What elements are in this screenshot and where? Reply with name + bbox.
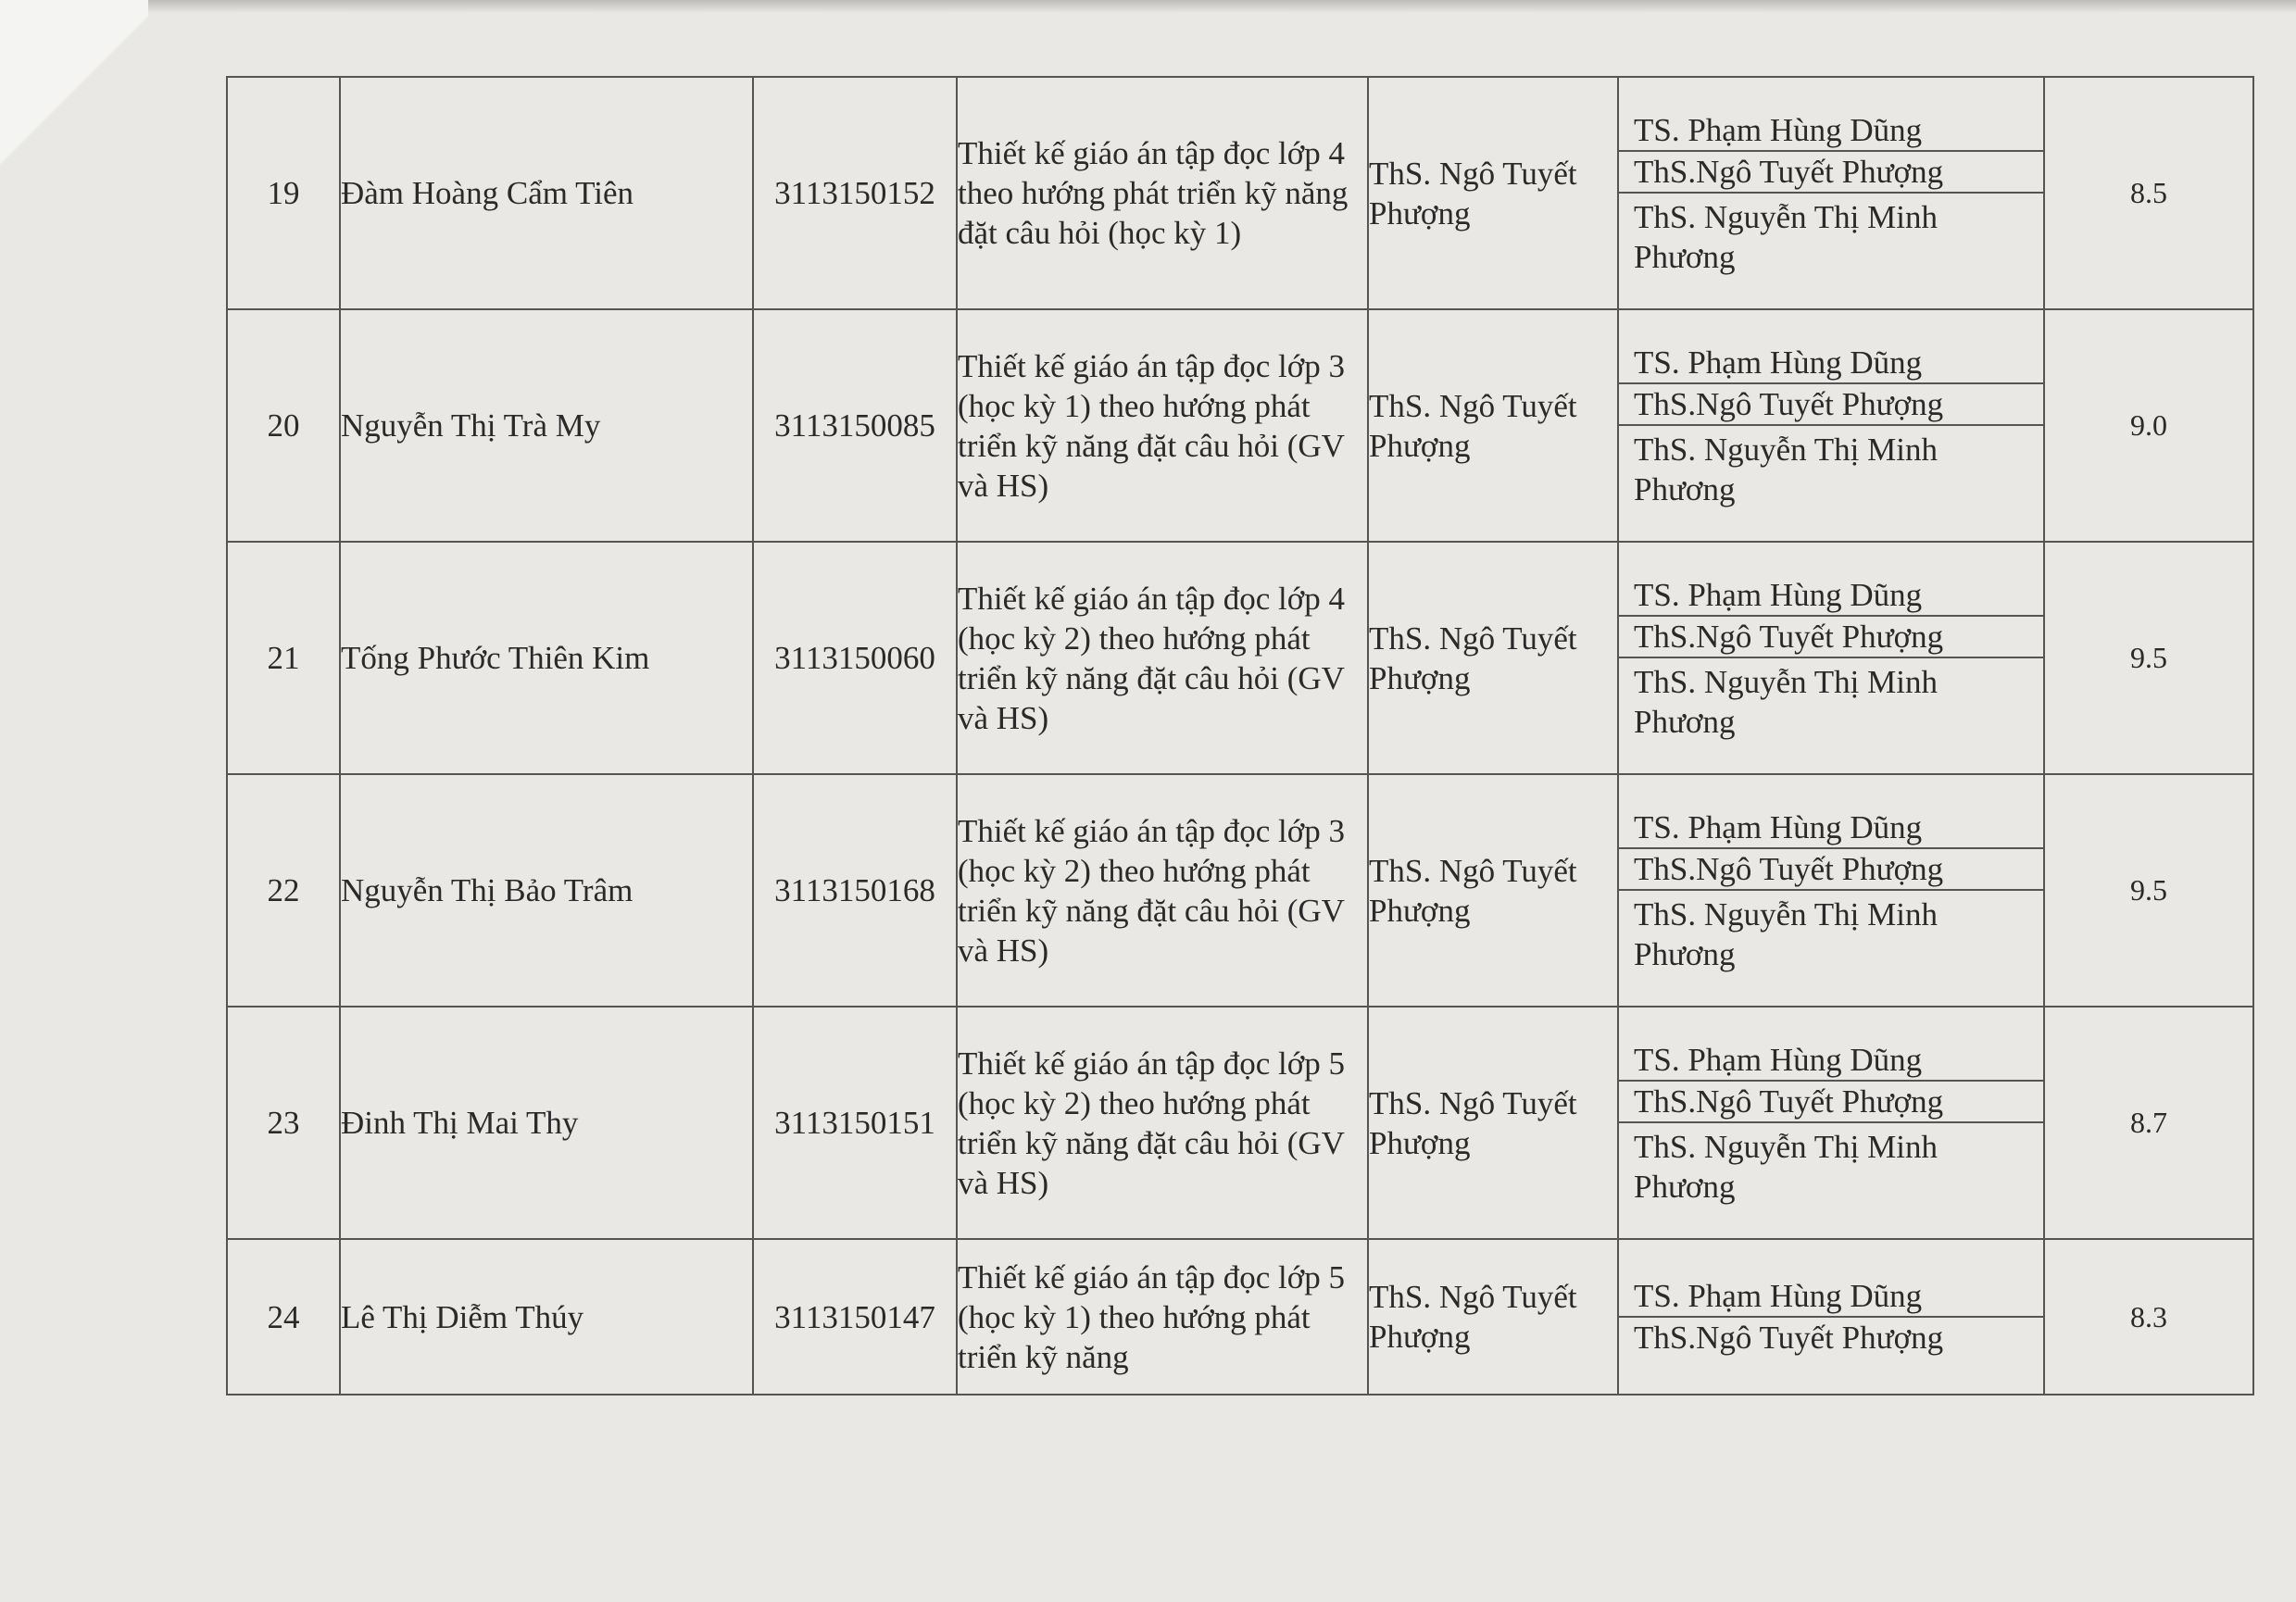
row-number: 21 — [227, 542, 340, 774]
score: 8.5 — [2044, 77, 2253, 309]
committee-member: TS. Phạm Hùng Dũng — [1619, 1040, 2043, 1082]
student-name: Lê Thị Diễm Thúy — [340, 1239, 753, 1395]
committee-member: TS. Phạm Hùng Dũng — [1619, 343, 2043, 384]
table-row — [227, 77, 2253, 309]
committee-panel — [1618, 77, 2044, 309]
student-name: Tống Phước Thiên Kim — [340, 542, 753, 774]
committee-member: ThS.Ngô Tuyết Phượng — [1619, 384, 2043, 426]
committee-member: ThS.Ngô Tuyết Phượng — [1619, 152, 2043, 194]
advisor: ThS. Ngô Tuyết Phượng — [1368, 1239, 1618, 1395]
advisor: ThS. Ngô Tuyết Phượng — [1368, 774, 1618, 1007]
advisor: ThS. Ngô Tuyết Phượng — [1368, 1007, 1618, 1239]
row-number: 22 — [227, 774, 340, 1007]
score: 8.7 — [2044, 1007, 2253, 1239]
student-id: 3113150147 — [753, 1239, 957, 1395]
committee-member: ThS.Ngô Tuyết Phượng — [1619, 1082, 2043, 1123]
advisor: ThS. Ngô Tuyết Phượng — [1368, 309, 1618, 542]
advisor: ThS. Ngô Tuyết Phượng — [1368, 77, 1618, 309]
table-row — [227, 309, 2253, 542]
table-row — [227, 542, 2253, 774]
committee-member: TS. Phạm Hùng Dũng — [1619, 575, 2043, 617]
score: 9.0 — [2044, 309, 2253, 542]
thesis-topic: Thiết kế giáo án tập đọc lớp 5 (học kỳ 1) theo hướng phát triển kỹ năng — [957, 1239, 1368, 1395]
committee-panel — [1618, 774, 2044, 1007]
committee-member: ThS. Nguyễn Thị Minh Phương — [1634, 895, 1938, 972]
committee-member: ThS. Nguyễn Thị Minh Phương — [1634, 663, 1938, 740]
student-id: 3113150060 — [753, 542, 957, 774]
student-name: Nguyễn Thị Bảo Trâm — [340, 774, 753, 1007]
table-row — [227, 774, 2253, 1007]
table-body — [227, 77, 2253, 1395]
row-number: 19 — [227, 77, 340, 309]
student-name: Nguyễn Thị Trà My — [340, 309, 753, 542]
student-id: 3113150151 — [753, 1007, 957, 1239]
thesis-topic: Thiết kế giáo án tập đọc lớp 3 (học kỳ 1) theo hướng phát triển kỹ năng đặt câu hỏi (GV và HS) — [957, 309, 1368, 542]
student-id: 3113150168 — [753, 774, 957, 1007]
committee-member: ThS. Nguyễn Thị Minh Phương — [1634, 431, 1938, 507]
student-name: Đinh Thị Mai Thy — [340, 1007, 753, 1239]
student-id: 3113150085 — [753, 309, 957, 542]
committee-member: ThS. Nguyễn Thị Minh Phương — [1634, 1128, 1938, 1205]
table-row — [227, 1239, 2253, 1395]
committee-member: TS. Phạm Hùng Dũng — [1619, 807, 2043, 849]
thesis-topic: Thiết kế giáo án tập đọc lớp 4 (học kỳ 2) theo hướng phát triển kỹ năng đặt câu hỏi (GV và HS) — [957, 542, 1368, 774]
committee-panel — [1618, 309, 2044, 542]
committee-member: ThS.Ngô Tuyết Phượng — [1619, 849, 2043, 891]
committee-panel — [1618, 1239, 2044, 1395]
committee-member: TS. Phạm Hùng Dũng — [1619, 110, 2043, 152]
advisor: ThS. Ngô Tuyết Phượng — [1368, 542, 1618, 774]
committee-panel — [1618, 1007, 2044, 1239]
row-number: 20 — [227, 309, 340, 542]
committee-member: ThS.Ngô Tuyết Phượng — [1619, 617, 2043, 658]
committee-panel — [1618, 542, 2044, 774]
committee-member: TS. Phạm Hùng Dũng — [1619, 1276, 2043, 1318]
student-name: Đàm Hoàng Cẩm Tiên — [340, 77, 753, 309]
student-id: 3113150152 — [753, 77, 957, 309]
score: 9.5 — [2044, 774, 2253, 1007]
table-row — [227, 1007, 2253, 1239]
page-fold — [0, 0, 148, 213]
score: 9.5 — [2044, 542, 2253, 774]
thesis-topic: Thiết kế giáo án tập đọc lớp 5 (học kỳ 2) theo hướng phát triển kỹ năng đặt câu hỏi (GV và HS) — [957, 1007, 1368, 1239]
score: 8.3 — [2044, 1239, 2253, 1395]
committee-member: ThS. Nguyễn Thị Minh Phương — [1634, 198, 1938, 275]
grade-table — [226, 76, 2254, 1395]
row-number: 24 — [227, 1239, 340, 1395]
thesis-topic: Thiết kế giáo án tập đọc lớp 3 (học kỳ 2) theo hướng phát triển kỹ năng đặt câu hỏi (GV và HS) — [957, 774, 1368, 1007]
row-number: 23 — [227, 1007, 340, 1239]
scan-edge — [0, 0, 2296, 13]
thesis-topic: Thiết kế giáo án tập đọc lớp 4 theo hướng phát triển kỹ năng đặt câu hỏi (học kỳ 1) — [957, 77, 1368, 309]
committee-member: ThS.Ngô Tuyết Phượng — [1634, 1320, 1944, 1356]
